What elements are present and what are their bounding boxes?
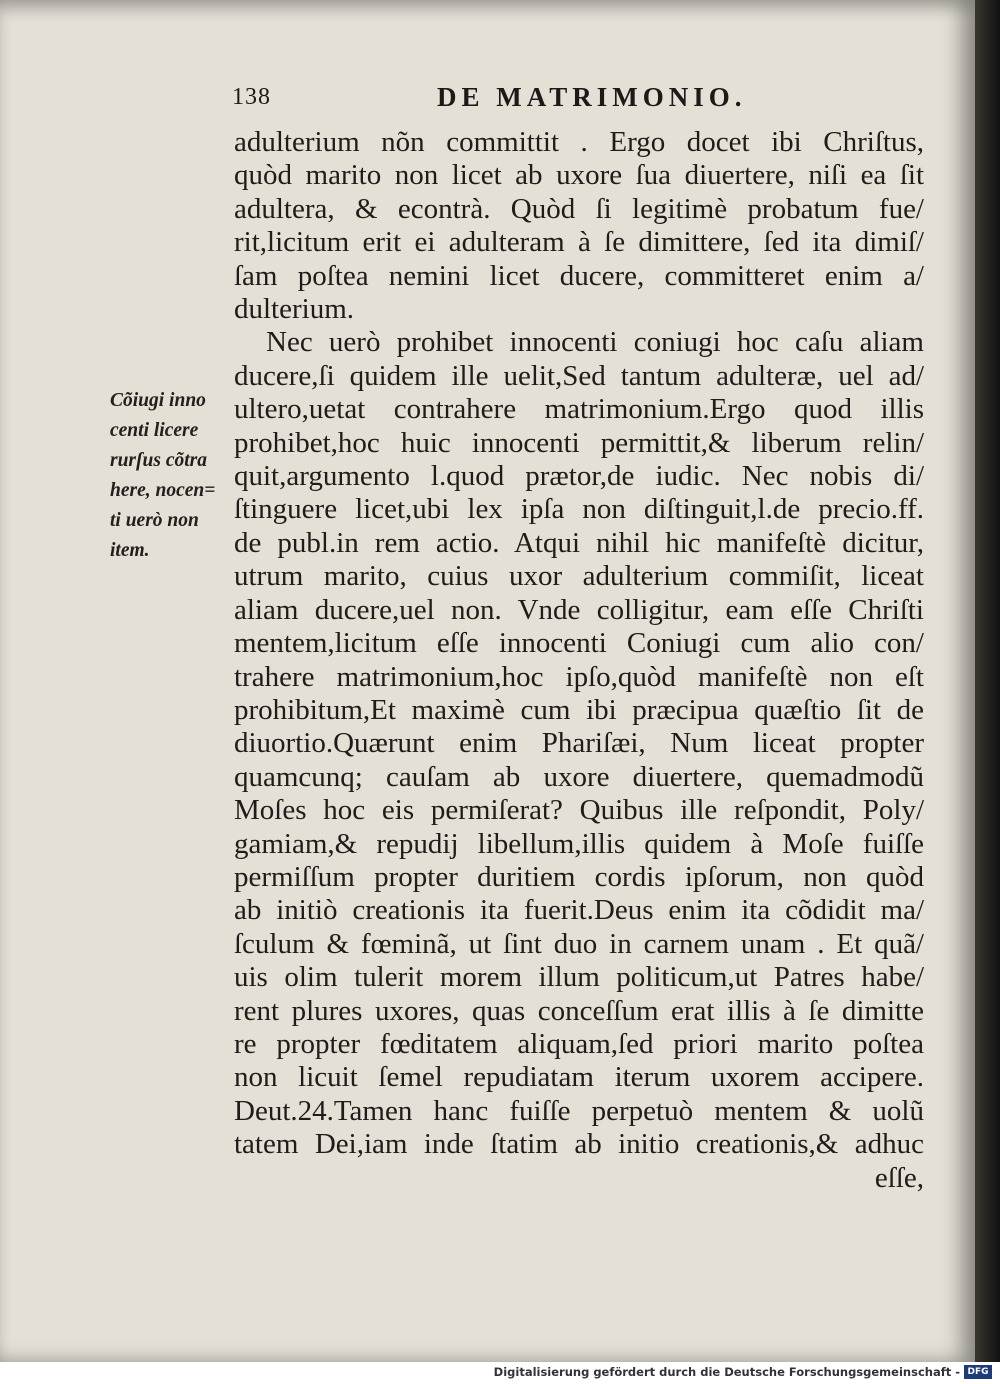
text-line: utrum marito, cuius uxor adulterium commiſit, liceat xyxy=(234,560,924,593)
running-head xyxy=(232,82,752,118)
text-line: tatem Dei,iam inde ſtatim ab initio creationis,& adhuc xyxy=(234,1128,924,1161)
text-line: Nec uerò prohibet innocenti coniugi hoc caſu aliam xyxy=(266,326,924,359)
marginal-note-line: ti uerò non xyxy=(110,510,199,531)
text-line: aliam ducere,uel non. Vnde colligitur, eam eſſe Chriſti xyxy=(234,593,924,626)
text-line: quòd marito non licet ab uxore ſua diuertere, niſi ea ſit xyxy=(234,159,924,192)
text-line: ab initiò creationis ita fuerit.Deus enim ita cõdidit ma/ xyxy=(234,894,924,927)
text-line: gamiam,& repudij libellum,illis quidem à Moſe fuiſſe xyxy=(234,827,924,860)
marginal-note xyxy=(110,386,228,566)
text-line: ſculum & fœminã, ut ſint duo in carnem unam . Et quã/ xyxy=(234,927,924,960)
text-line: Moſes hoc eis permiſerat? Quibus ille reſpondit, Poly/ xyxy=(234,794,924,827)
text-line: ſam poſtea nemini licet ducere, committeret enim a/ xyxy=(234,259,924,292)
text-line: trahere matrimonium,hoc ipſo,quòd manifeſtè non eſt xyxy=(234,660,924,693)
text-line: quamcunq; cauſam ab uxore diuertere, quemadmodũ xyxy=(234,760,924,793)
page-edge-shadow xyxy=(975,0,1000,1362)
text-line: adulterium nõn committit . Ergo docet ibi Chriſtus, xyxy=(234,126,924,158)
text-line: quit,argumento l.quod prætor,de iudic. Nec nobis di/ xyxy=(234,460,924,493)
funding-credit: Digitalisierung gefördert durch die Deutsche Forschungsgemeinschaft - xyxy=(493,1365,960,1379)
dfg-logo: DFG xyxy=(964,1365,992,1379)
text-line: prohibitum,Et maximè cum ibi præcipua quæſtio ſit de xyxy=(234,693,924,726)
text-line: uis olim tulerit morem illum politicum,ut Patres habe/ xyxy=(234,961,924,994)
text-line: de publ.in rem actio. Atqui nihil hic manifeſtè dicitur, xyxy=(234,526,924,559)
text-line: ſtinguere licet,ubi lex ipſa non diſtinguit,l.de precio.ff. xyxy=(234,493,924,526)
text-line: Deut.24.Tamen hanc fuiſſe perpetuò mentem & uolũ xyxy=(234,1094,924,1127)
text-line: rent plures uxores, quas conceſſum erat illis à ſe dimitte xyxy=(234,994,924,1027)
text-line: non licuit ſemel repudiatam iterum uxorem accipere. xyxy=(234,1061,924,1094)
text-line: dulterium. xyxy=(234,293,355,326)
page-number: 138 xyxy=(232,84,271,110)
marginal-note-line: Cõiugi inno xyxy=(110,390,206,411)
text-line: mentem,licitum eſſe innocenti Coniugi cum alio con/ xyxy=(234,627,924,660)
text-line: permiſſum propter duritiem cordis ipſorum, non quòd xyxy=(234,860,924,893)
catchword: eſſe, xyxy=(874,1161,924,1194)
marginal-note-line: item. xyxy=(110,540,150,561)
body-text xyxy=(234,126,924,1195)
marginal-note-line: centi licere xyxy=(110,420,199,441)
marginal-note-line: here, nocen= xyxy=(110,480,216,501)
text-line: ultero,uetat contrahere matrimonium.Ergo quod illis xyxy=(234,393,924,426)
running-title: DE MATRIMONIO. xyxy=(437,82,747,112)
text-line: adultera, & econtrà. Quòd ſi legitimè probatum fue/ xyxy=(234,192,924,225)
marginal-note-line: rurſus cõtra xyxy=(110,450,207,471)
text-line: diuortio.Quærunt enim Phariſæi, Num liceat propter xyxy=(234,727,924,760)
text-line: re propter fœditatem aliquam,ſed priori marito poſtea xyxy=(234,1027,924,1060)
text-line: prohibet,hoc huic innocenti permittit,& liberum relin/ xyxy=(234,426,924,459)
text-line: ducere,ſi quidem ille uelit,Sed tantum adulteræ, uel ad/ xyxy=(234,359,924,392)
text-line: rit,licitum erit ei adulteram à ſe dimittere, ſed ita dimiſ/ xyxy=(234,226,924,259)
footer-bar xyxy=(0,1362,1000,1384)
